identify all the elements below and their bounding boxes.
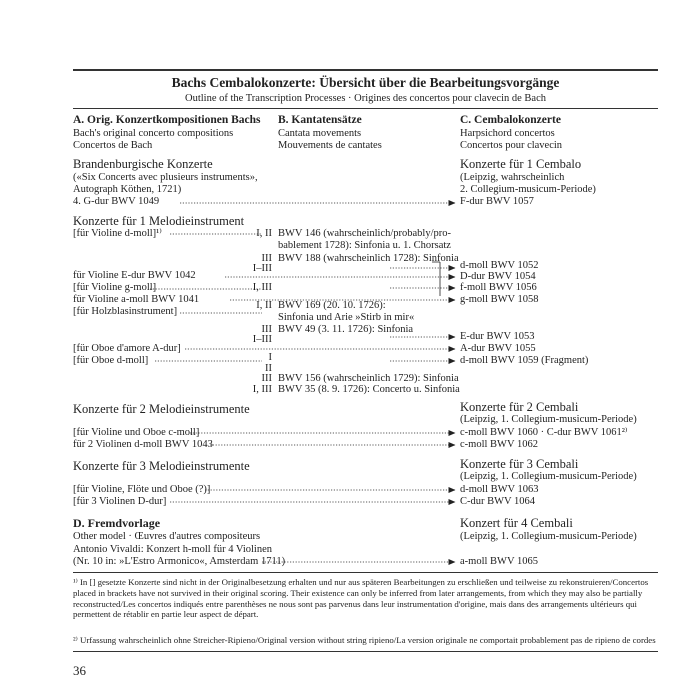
movement-label: II bbox=[265, 363, 272, 374]
cantata-entry: BWV 146 (wahrscheinlich/probably/pro- bbox=[278, 228, 452, 239]
brandenburg-item: 4. G-dur BWV 1049 bbox=[73, 196, 160, 207]
c-three-cembali-line: (Leipzig, 1. Collegium-musicum-Periode) bbox=[460, 471, 637, 482]
cantata-entry: bablement 1728): Sinfonia u. 1. Chorsatz bbox=[278, 240, 451, 251]
page-number: 36 bbox=[73, 663, 86, 678]
brandenburg-heading: Brandenburgische Konzerte bbox=[73, 157, 213, 171]
harpsichord-concerto: g-moll BWV 1058 bbox=[460, 294, 539, 305]
movement-label: III bbox=[261, 373, 272, 384]
harpsichord-concerto: A-dur BWV 1055 bbox=[460, 343, 536, 354]
movement-label: I, II bbox=[256, 228, 272, 239]
harpsichord-concerto: d-moll BWV 1052 bbox=[460, 260, 539, 271]
melodie1-a6: [für Oboe d'amore A-dur] bbox=[73, 343, 181, 354]
movement-label: I–III bbox=[252, 263, 272, 274]
brandenburg-line2: Autograph Köthen, 1721) bbox=[73, 184, 182, 195]
harpsichord-concerto: c-moll BWV 1062 bbox=[460, 439, 538, 450]
page-subtitle: Outline of the Transcription Processes · Origines des concertos pour clavecin de Bach bbox=[185, 93, 546, 104]
cantata-entry: BWV 169 (20. 10. 1726): bbox=[278, 300, 386, 311]
harpsichord-concerto: E-dur BWV 1053 bbox=[460, 331, 535, 342]
harpsichord-concerto: f-moll BWV 1056 bbox=[460, 282, 537, 293]
footnote-1: ¹⁾ In [] gesetzte Konzerte sind nicht in der Originalbesetzung erhalten und nur aus späteren Bearbeitungen zu erschließen und teilweise zu rekonstruieren/Concertos placed in brackets have not survived in their original scoring. Their existence can only be inferred from later arrangements, from which they may also be partially reconstructed/Les concertos indiqués entre parenthèses ne nous sont pas parvenus dans leur instrumentation d'origine, mais dans des arrangements ultérieurs qui permettent de rétablir en partie leur aspect de départ. bbox=[73, 577, 649, 620]
movement-label: I, II bbox=[256, 300, 272, 311]
fremd-a1: Antonio Vivaldi: Konzert h-moll für 4 Violinen bbox=[73, 544, 272, 555]
fremd-heading: D. Fremdvorlage bbox=[73, 516, 161, 530]
melodie1-a4: für Violine a-moll BWV 1041 bbox=[73, 294, 200, 305]
c-four-cembali-heading: Konzert für 4 Cembali bbox=[460, 516, 573, 530]
column-b-fr: Mouvements de cantates bbox=[278, 140, 382, 151]
cantata-entry: BWV 188 (wahrscheinlich 1728): Sinfonia bbox=[278, 253, 459, 264]
fremd-a2: (Nr. 10 in: »L'Estro Armonico«, Amsterdam 1711) bbox=[73, 556, 286, 567]
c-one-cembalo-item: F-dur BWV 1057 bbox=[460, 196, 534, 207]
melodie3-a2: [für 3 Violinen D-dur] bbox=[73, 496, 167, 507]
melodie2-a1: [für Violine und Oboe c-moll] bbox=[73, 427, 200, 438]
melodie1-a2: für Violine E-dur BWV 1042 bbox=[73, 270, 196, 281]
harpsichord-concerto: d-moll BWV 1063 bbox=[460, 484, 539, 495]
c-one-cembalo-heading: Konzerte für 1 Cembalo bbox=[460, 157, 582, 171]
melodie1-a3: [für Violine g-moll] bbox=[73, 282, 157, 293]
movement-label: III bbox=[261, 253, 272, 264]
column-a-en: Bach's original concerto compositions bbox=[73, 128, 234, 139]
fremd-sub: Other model · Œuvres d'autres compositeurs bbox=[73, 531, 261, 542]
melodie2-a2: für 2 Violinen d-moll BWV 1043 bbox=[73, 439, 213, 450]
harpsichord-concerto: D-dur BWV 1054 bbox=[460, 271, 536, 282]
c-two-cembali-line: (Leipzig, 1. Collegium-musicum-Periode) bbox=[460, 414, 637, 425]
column-c-en: Harpsichord concertos bbox=[460, 128, 555, 139]
column-c-title: C. Cembalokonzerte bbox=[460, 114, 561, 126]
c-two-cembali-heading: Konzerte für 2 Cembali bbox=[460, 400, 579, 414]
movement-label: III bbox=[261, 324, 272, 335]
movement-label: I bbox=[268, 352, 272, 363]
c-three-cembali-heading: Konzerte für 3 Cembali bbox=[460, 457, 579, 471]
c-four-cembali-line: (Leipzig, 1. Collegium-musicum-Periode) bbox=[460, 531, 637, 542]
harpsichord-concerto: c-moll BWV 1060 · C-dur BWV 1061²⁾ bbox=[460, 427, 628, 438]
melodie3-a1: [für Violine, Flöte und Oboe (?)] bbox=[73, 484, 211, 495]
cantata-entry: BWV 156 (wahrscheinlich 1729): Sinfonia bbox=[278, 373, 459, 384]
c-one-cembalo-line1: (Leipzig, wahrscheinlich bbox=[460, 172, 565, 183]
melodie1-a7: [für Oboe d-moll] bbox=[73, 355, 149, 366]
column-b-en: Cantata movements bbox=[278, 128, 362, 139]
harpsichord-concerto: d-moll BWV 1059 (Fragment) bbox=[460, 355, 589, 366]
melodie1-a1: [für Violine d-moll]¹⁾ bbox=[73, 228, 162, 239]
movement-label: I, III bbox=[252, 384, 272, 395]
cantata-entry: BWV 35 (8. 9. 1726): Concerto u. Sinfonia bbox=[278, 384, 460, 395]
column-a-title: A. Orig. Konzertkompositionen Bachs bbox=[73, 114, 261, 126]
harpsichord-concerto: a-moll BWV 1065 bbox=[460, 556, 538, 567]
melodie1-heading: Konzerte für 1 Melodieinstrument bbox=[73, 214, 245, 228]
column-a-fr: Concertos de Bach bbox=[73, 140, 153, 151]
brandenburg-line1: («Six Concerts avec plusieurs instruments», bbox=[73, 172, 258, 183]
cantata-entry: BWV 49 (3. 11. 1726): Sinfonia bbox=[278, 324, 414, 335]
melodie1-a5: [für Holzblasinstrument] bbox=[73, 306, 178, 317]
harpsichord-concerto: C-dur BWV 1064 bbox=[460, 496, 536, 507]
c-one-cembalo-line2: 2. Collegium-musicum-Periode) bbox=[460, 184, 596, 195]
footnote-2: ²⁾ Urfassung wahrscheinlich ohne Streicher-Ripieno/Original version without string ripieno/La version originale ne comportait probablement pas de ripieno de cordes bbox=[73, 635, 656, 645]
melodie2-heading: Konzerte für 2 Melodieinstrumente bbox=[73, 402, 250, 416]
movement-label: I–III bbox=[252, 334, 272, 345]
cantata-entry: Sinfonia und Arie »Stirb in mir« bbox=[278, 312, 415, 323]
page-title: Bachs Cembalokonzerte: Übersicht über die Bearbeitungsvorgänge bbox=[171, 75, 560, 90]
column-c-fr: Concertos pour clavecin bbox=[460, 140, 563, 151]
melodie3-heading: Konzerte für 3 Melodieinstrumente bbox=[73, 459, 250, 473]
movement-label: I, III bbox=[252, 282, 272, 293]
column-b-title: B. Kantatensätze bbox=[278, 114, 362, 126]
